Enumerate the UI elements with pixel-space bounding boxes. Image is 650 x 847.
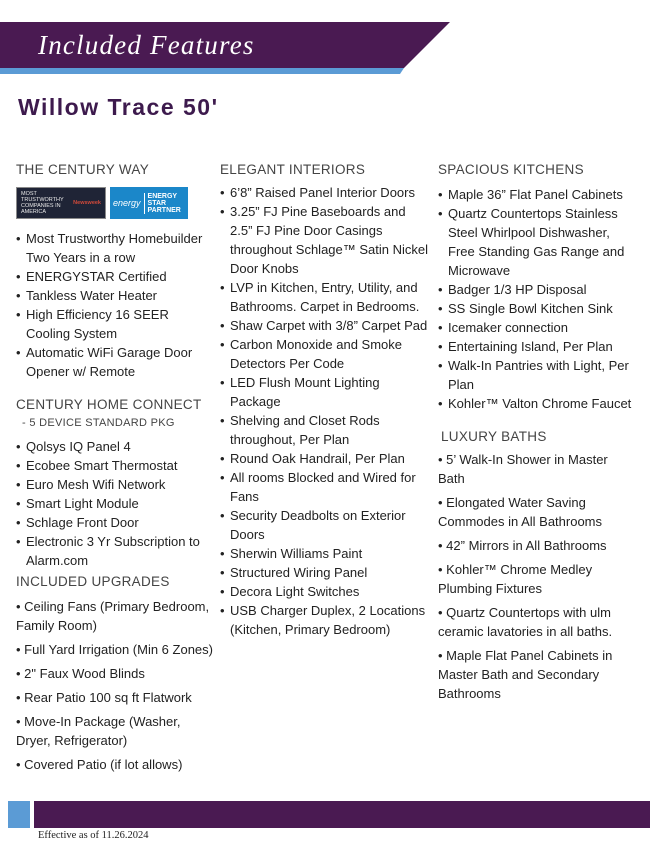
list-item: • Maple Flat Panel Cabinets in Master Bath and Secondary Bathrooms <box>438 646 638 703</box>
list-item: • Sherwin Williams Paint <box>220 544 430 563</box>
century-way-list <box>16 229 216 381</box>
home-connect-subheading: - 5 DEVICE STANDARD PKG <box>22 417 175 429</box>
list-item: • ENERGYSTAR Certified <box>16 267 216 286</box>
list-item: • Security Deadbolts on Exterior Doors <box>220 506 430 544</box>
list-item: • Euro Mesh Wifi Network <box>16 475 216 494</box>
list-item: • High Efficiency 16 SEER Cooling System <box>16 305 216 343</box>
list-item: • Electronic 3 Yr Subscription to Alarm.com <box>16 532 216 570</box>
section-heading-kitchens: SPACIOUS KITCHENS <box>438 162 584 177</box>
list-item: • Automatic WiFi Garage Door Opener w/ Remote <box>16 343 216 381</box>
energy-star-logo: energy ENERGY STAR PARTNER <box>110 187 188 219</box>
list-item: • Decora Light Switches <box>220 582 430 601</box>
list-item: • Icemaker connection <box>438 318 638 337</box>
list-item: • LVP in Kitchen, Entry, Utility, and Bathrooms. Carpet in Bedrooms. <box>220 278 430 316</box>
list-item: • 5’ Walk-In Shower in Master Bath <box>438 450 638 488</box>
list-item: • Kohler™ Chrome Medley Plumbing Fixtures <box>438 560 638 598</box>
list-item: • USB Charger Duplex, 2 Locations (Kitchen, Primary Bedroom) <box>220 601 430 639</box>
list-item: • Quartz Countertops with ulm ceramic lavatories in all baths. <box>438 603 638 641</box>
list-item: • Walk-In Pantries with Light, Per Plan <box>438 356 638 394</box>
column-century <box>16 160 216 779</box>
list-item: • 42” Mirrors in All Bathrooms <box>438 536 638 555</box>
list-item: • 2" Faux Wood Blinds <box>16 664 216 683</box>
footer-purple-bar <box>34 801 650 828</box>
list-item: • LED Flush Mount Lighting Package <box>220 373 430 411</box>
list-item: • SS Single Bowl Kitchen Sink <box>438 299 638 318</box>
list-item: • Move-In Package (Washer, Dryer, Refrigerator) <box>16 712 216 750</box>
list-item: • Ceiling Fans (Primary Bedroom, Family Room) <box>16 597 216 635</box>
list-item: • Elongated Water Saving Commodes in All Bathrooms <box>438 493 638 531</box>
interiors-list <box>220 183 430 639</box>
list-item: • Round Oak Handrail, Per Plan <box>220 449 430 468</box>
section-heading-century-way: THE CENTURY WAY <box>16 162 150 177</box>
list-item: • Smart Light Module <box>16 494 216 513</box>
list-item: • Carbon Monoxide and Smoke Detectors Per Code <box>220 335 430 373</box>
list-item: • Full Yard Irrigation (Min 6 Zones) <box>16 640 216 659</box>
section-heading-baths: LUXURY BATHS <box>441 429 547 444</box>
list-item: • All rooms Blocked and Wired for Fans <box>220 468 430 506</box>
list-item: • Rear Patio 100 sq ft Flatwork <box>16 688 216 707</box>
page-title: Willow Trace 50' <box>18 94 219 120</box>
list-item: • Qolsys IQ Panel 4 <box>16 437 216 456</box>
list-item: • Quartz Countertops Stainless Steel Whirlpool Dishwasher, Free Standing Gas Range and Microwave <box>438 204 638 280</box>
list-item: • Entertaining Island, Per Plan <box>438 337 638 356</box>
list-item: • Schlage Front Door <box>16 513 216 532</box>
home-connect-list <box>16 437 216 570</box>
banner-title: Included Features <box>38 30 255 60</box>
section-heading-interiors: ELEGANT INTERIORS <box>220 162 366 177</box>
baths-list <box>438 450 638 703</box>
list-item: • Most Trustworthy Homebuilder Two Years in a row <box>16 229 216 267</box>
list-item: • 3.25” FJ Pine Baseboards and 2.5” FJ Pine Door Casings throughout Schlage™ Satin Nickel Door Knobs <box>220 202 430 278</box>
list-item: • Maple 36” Flat Panel Cabinets <box>438 185 638 204</box>
list-item: • Ecobee Smart Thermostat <box>16 456 216 475</box>
footer-bar <box>0 801 650 828</box>
trustworthy-companies-logo: MOST TRUSTWORTHY COMPANIES IN AMERICA Newsweek <box>16 187 106 219</box>
upgrades-list <box>16 597 216 774</box>
list-item: • Kohler™ Valton Chrome Faucet <box>438 394 638 413</box>
footer-accent-square <box>8 801 30 828</box>
section-heading-upgrades: INCLUDED UPGRADES <box>16 574 170 589</box>
list-item: • Structured Wiring Panel <box>220 563 430 582</box>
kitchens-list <box>438 185 638 413</box>
column-kitchens-baths <box>438 160 638 708</box>
list-item: • Tankless Water Heater <box>16 286 216 305</box>
list-item: • Shaw Carpet with 3/8” Carpet Pad <box>220 316 430 335</box>
list-item: • Badger 1/3 HP Disposal <box>438 280 638 299</box>
column-interiors <box>220 160 430 639</box>
list-item: • Covered Patio (if lot allows) <box>16 755 216 774</box>
effective-date: Effective as of 11.26.2024 <box>38 830 149 841</box>
badge-logos <box>16 187 216 219</box>
list-item: • Shelving and Closet Rods throughout, Per Plan <box>220 411 430 449</box>
list-item: • 6’8” Raised Panel Interior Doors <box>220 183 430 202</box>
section-heading-home-connect: CENTURY HOME CONNECT <box>16 397 202 412</box>
